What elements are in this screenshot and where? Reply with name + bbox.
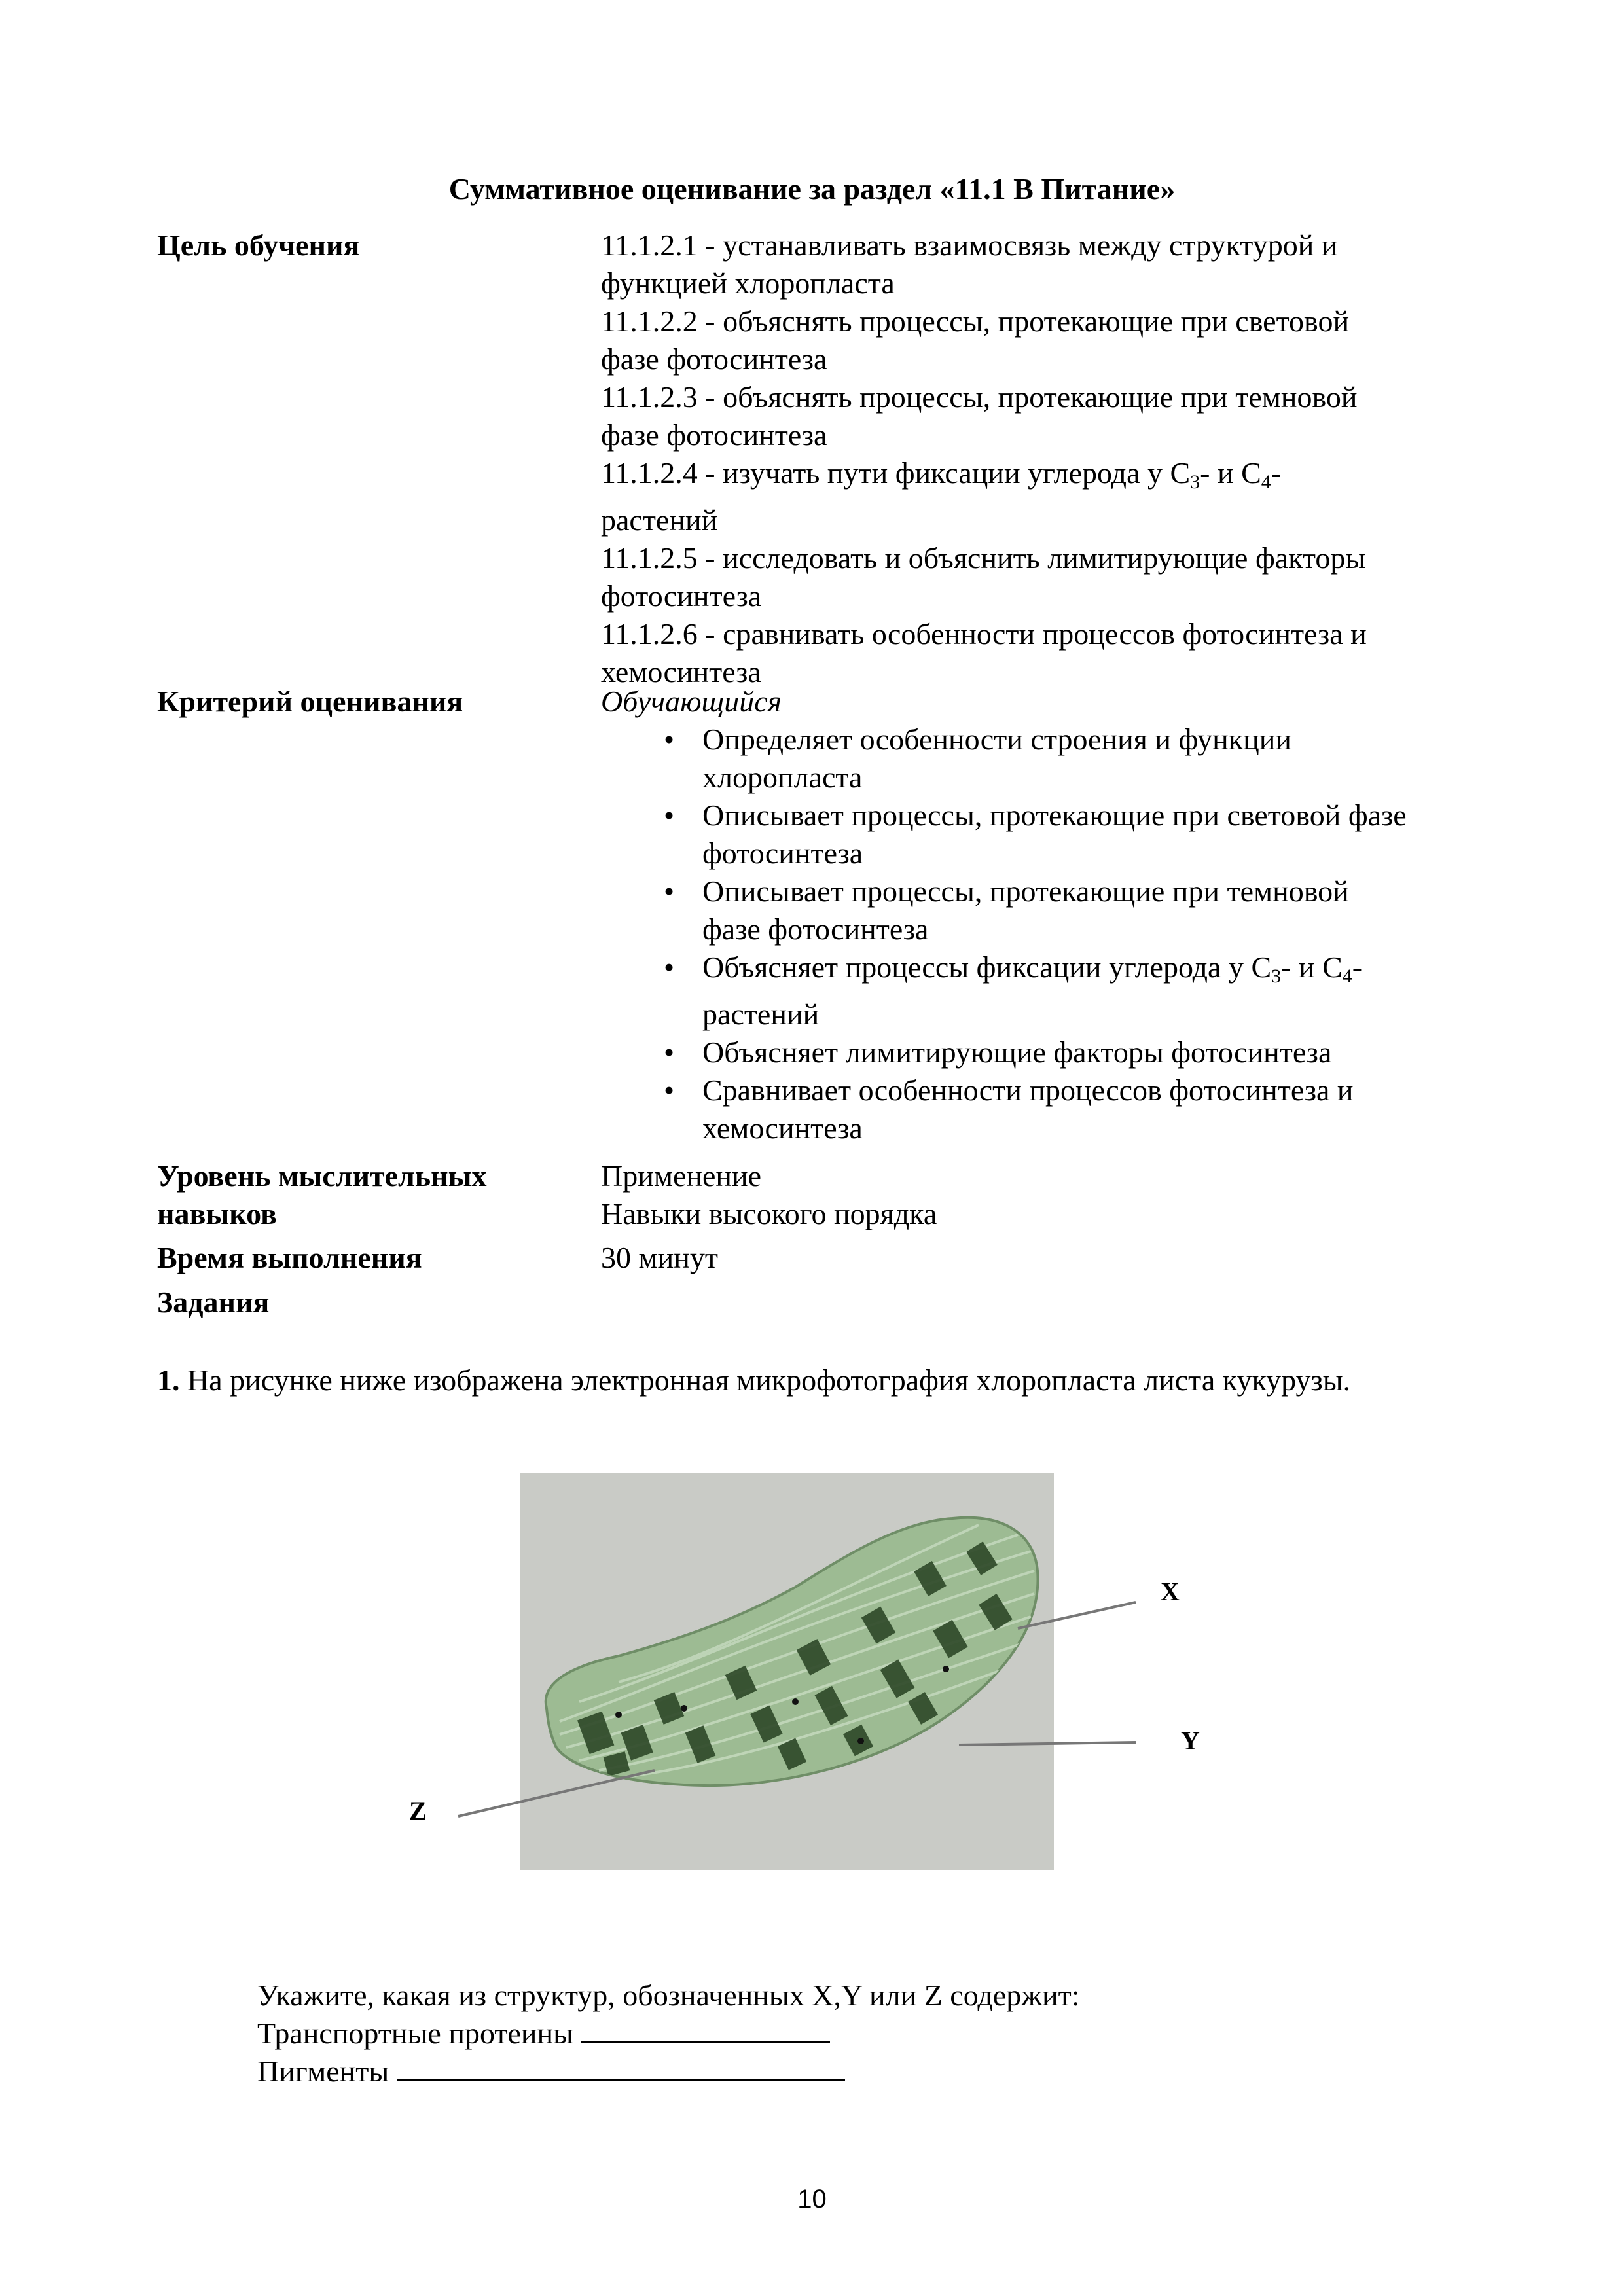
- objective-line: 11.1.2.4 - изучать пути фиксации углерода у $С_3-$ и $С_4-$: [601, 456, 1282, 493]
- list-item: • Определяет особенности строения и функции хлоропласта: [664, 723, 1291, 794]
- criteria-list: [601, 721, 1517, 1147]
- objective-line: 11.1.2.1 - устанавливать взаимосвязь между структурой и: [601, 228, 1338, 262]
- objective-line: растений: [601, 503, 718, 537]
- answer-blank-transport[interactable]: [581, 2015, 830, 2043]
- time-label: Время выполнения: [157, 1241, 422, 1274]
- objective-label: Цель обучения: [157, 228, 360, 262]
- criteria-label: Критерий оценивания: [157, 685, 463, 718]
- objective-line: фазе фотосинтеза: [601, 418, 827, 452]
- objective-line: хемосинтеза: [601, 655, 761, 689]
- objective-line: 11.1.2.2 - объяснять процессы, протекающие при световой: [601, 304, 1350, 338]
- question-1: 1. На рисунке ниже изображена электронная микрофотография хлоропласта листа кукурузы.: [157, 1363, 1351, 1397]
- criteria-intro: Обучающийся: [601, 685, 782, 718]
- objective-line: фотосинтеза: [601, 579, 762, 613]
- list-item: • Описывает процессы, протекающие при световой фазе фотосинтеза: [664, 798, 1407, 870]
- skills-label: Уровень мыслительных навыков: [157, 1159, 487, 1230]
- answer-line-pigments: Пигменты: [257, 2053, 845, 2090]
- time-value: 30 минут: [601, 1241, 718, 1274]
- list-item: • Описывает процессы, протекающие при темновой фазе фотосинтеза: [664, 874, 1349, 946]
- objective-line: 11.1.2.5 - исследовать и объяснить лимитирующие факторы: [601, 541, 1366, 575]
- objective-line: 11.1.2.3 - объяснять процессы, протекающие при темновой: [601, 380, 1358, 414]
- objective-line: фазе фотосинтеза: [601, 342, 827, 376]
- answer-blank-pigments[interactable]: [397, 2053, 845, 2081]
- label-y: Y: [1181, 1726, 1200, 1755]
- label-z: Z: [409, 1796, 427, 1825]
- instruction-line: Укажите, какая из структур, обозначенных X,Y или Z содержит:: [257, 1979, 1080, 2012]
- chloroplast-image: [520, 1473, 1054, 1870]
- answer-line-transport: Транспортные протеины: [257, 2015, 830, 2053]
- objective-list: [601, 226, 1517, 691]
- label-x: X: [1161, 1577, 1180, 1606]
- chloroplast-micrograph: [520, 1473, 1054, 1870]
- list-item: • Объясняет процессы фиксации углерода у $С_3-$ и $С_4-$ растений: [664, 950, 1363, 1031]
- tasks-label: Задания: [157, 1285, 270, 1319]
- objective-line: 11.1.2.6 - сравнивать особенности процессов фотосинтеза и: [601, 617, 1367, 651]
- list-item: • Сравнивает особенности процессов фотосинтеза и хемосинтеза: [664, 1073, 1354, 1145]
- skills-value: Применение Навыки высокого порядка: [601, 1159, 937, 1230]
- page-title: Суммативное оценивание за раздел «11.1 В Питание»: [448, 172, 1176, 206]
- page-number: 10: [797, 2185, 827, 2214]
- list-item: • Объясняет лимитирующие факторы фотосинтеза: [664, 1035, 1332, 1069]
- objective-line: функцией хлоропласта: [601, 266, 895, 300]
